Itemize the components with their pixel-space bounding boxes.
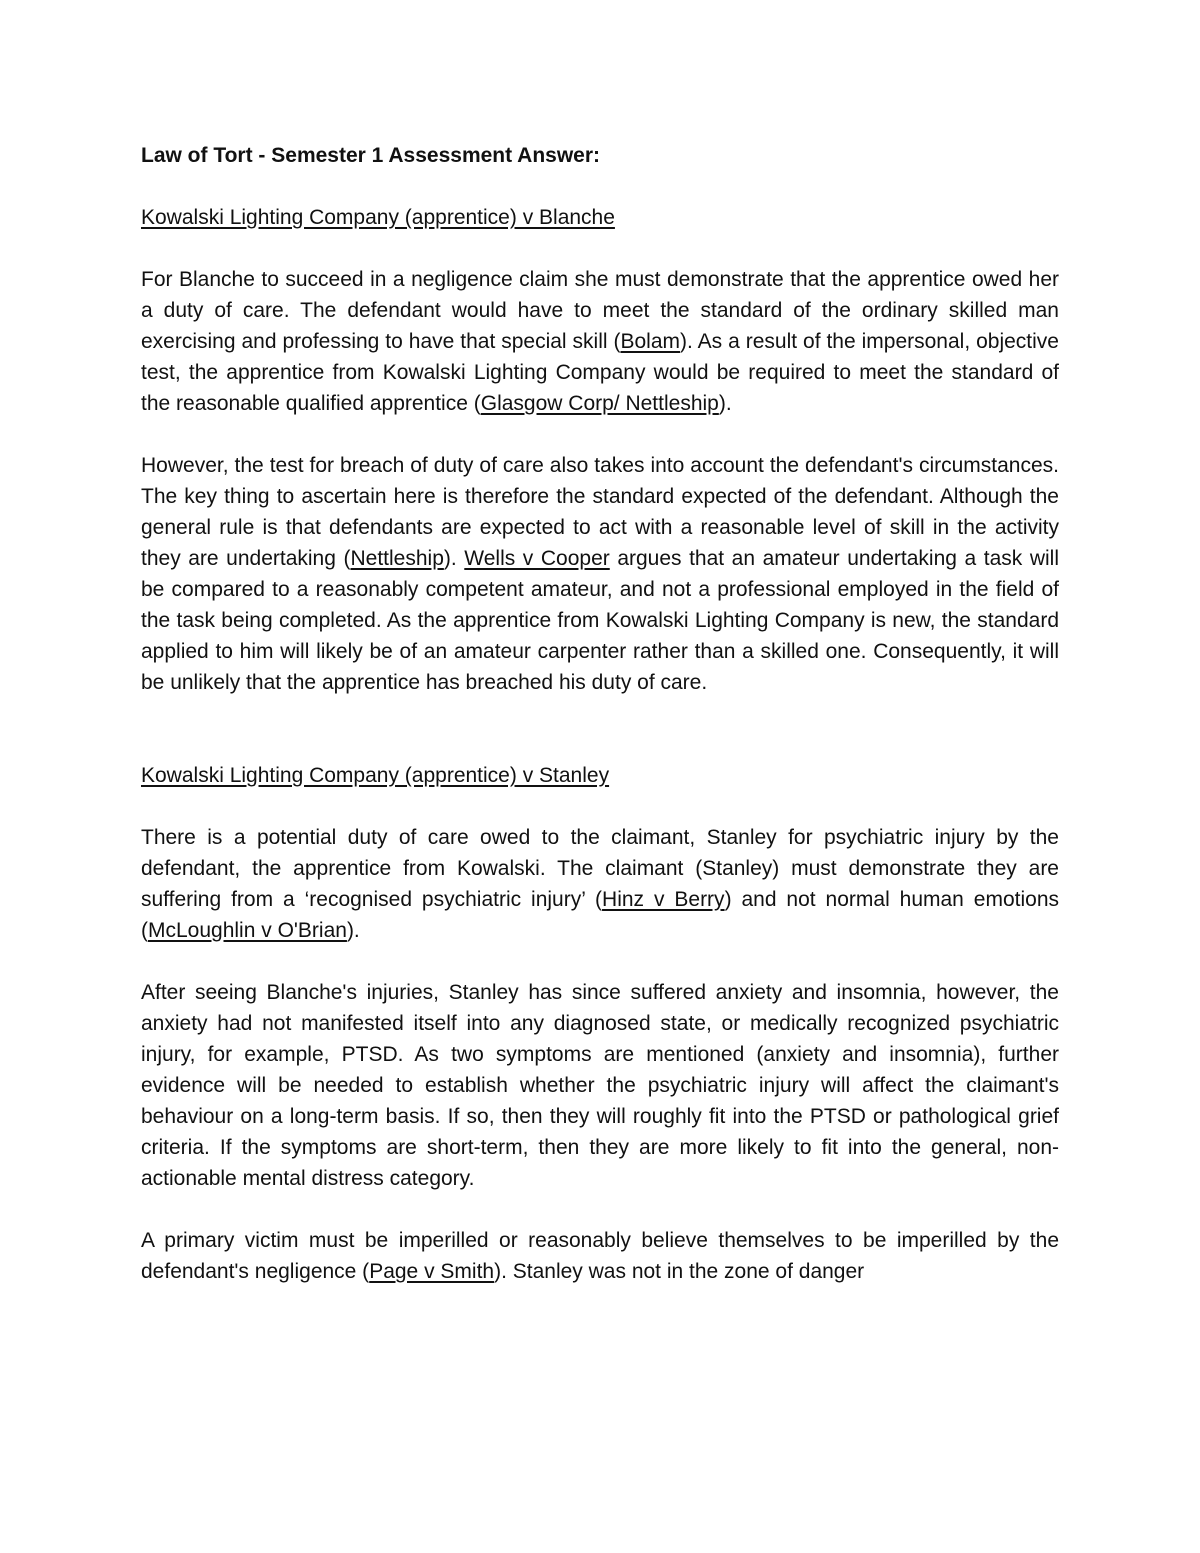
paragraph-text: ). [346, 919, 360, 942]
case-citation-mcloughlin-v-obrian: McLoughlin v O'Brian [148, 919, 347, 942]
paragraph-text: For Blanche to succeed in a negligence claim she must demonstrate that the apprentice owed her a duty of care. The defendant would have to meet the standard of the ordinary skilled man exercising and professing to have that special skill ( [141, 268, 1059, 353]
section-heading-stanley: Kowalski Lighting Company (apprentice) v Stanley [141, 764, 610, 787]
paragraph-text: ) and not normal human emotions ( [141, 888, 1059, 942]
case-citation-hinz-v-berry: Hinz v Berry [602, 888, 725, 911]
paragraph-text: ). Stanley was not in the zone of danger [494, 1260, 865, 1283]
paragraph-text: argues that an amateur undertaking a task will be compared to a reasonably competent amateur, and not a professional employed in the field of the task being completed. As the apprentice from Kowalski Lighting Company is new, the standard applied to him will likely be of an amateur carpenter rather than a skilled one. Consequently, it will be unlikely that the apprentice has breached his duty of care. [141, 547, 1060, 694]
case-citation-page-v-smith: Page v Smith [369, 1260, 495, 1283]
paragraph-text: ). As a result of the impersonal, objective test, the apprentice from Kowalski Lighting Company would be required to meet the standard of the reasonable qualified apprentice ( [141, 330, 1059, 415]
paragraph-text: There is a potential duty of care owed to the claimant, Stanley for psychiatric injury by the defendant, the apprentice from Kowalski. The claimant (Stanley) must demonstrate they are suffering from a ‘recognised psychiatric injury’ ( [141, 826, 1059, 911]
case-citation-nettleship: Nettleship [350, 547, 444, 570]
case-citation-bolam: Bolam [620, 330, 681, 353]
paragraph-text: ). [718, 392, 732, 415]
paragraph-text: A primary victim must be imperilled or reasonably believe themselves to be imperilled by the defendant's negligence ( [141, 1229, 1059, 1283]
paragraph-primary-victim [141, 1225, 1059, 1287]
case-citation-glasgow-nettleship: Glasgow Corp/ Nettleship [480, 392, 719, 415]
paragraph-duty-of-care [141, 264, 1059, 419]
paragraph-text: However, the test for breach of duty of care also takes into account the defendant's circumstances. The key thing to ascertain here is therefore the standard expected of the defendant. Although the general rule is that defendants are expected to act with a reasonable level of skill in the activity they are undertaking ( [141, 454, 1059, 570]
case-citation-wells-v-cooper: Wells v Cooper [464, 547, 610, 570]
paragraph-psychiatric-injury [141, 822, 1059, 946]
paragraph-text: ). [443, 547, 465, 570]
document-body [141, 140, 1059, 1318]
paragraph-breach [141, 450, 1059, 698]
document-title: Law of Tort - Semester 1 Assessment Answer: [141, 144, 601, 167]
spacer [141, 729, 1059, 760]
paragraph-symptoms: After seeing Blanche's injuries, Stanley has since suffered anxiety and insomnia, however, the anxiety had not manifested itself into any diagnosed state, or medically recognized psychiatric injury, for example, PTSD. As two symptoms are mentioned (anxiety and insomnia), further evidence will be needed to establish whether the psychiatric injury will affect the claimant's behaviour on a long-term basis. If so, then they will roughly fit into the PTSD or pathological grief criteria. If the symptoms are short-term, then they are more likely to fit into the general, non-actionable mental distress category. [141, 981, 1059, 1190]
section-heading-blanche: Kowalski Lighting Company (apprentice) v Blanche [141, 206, 615, 229]
